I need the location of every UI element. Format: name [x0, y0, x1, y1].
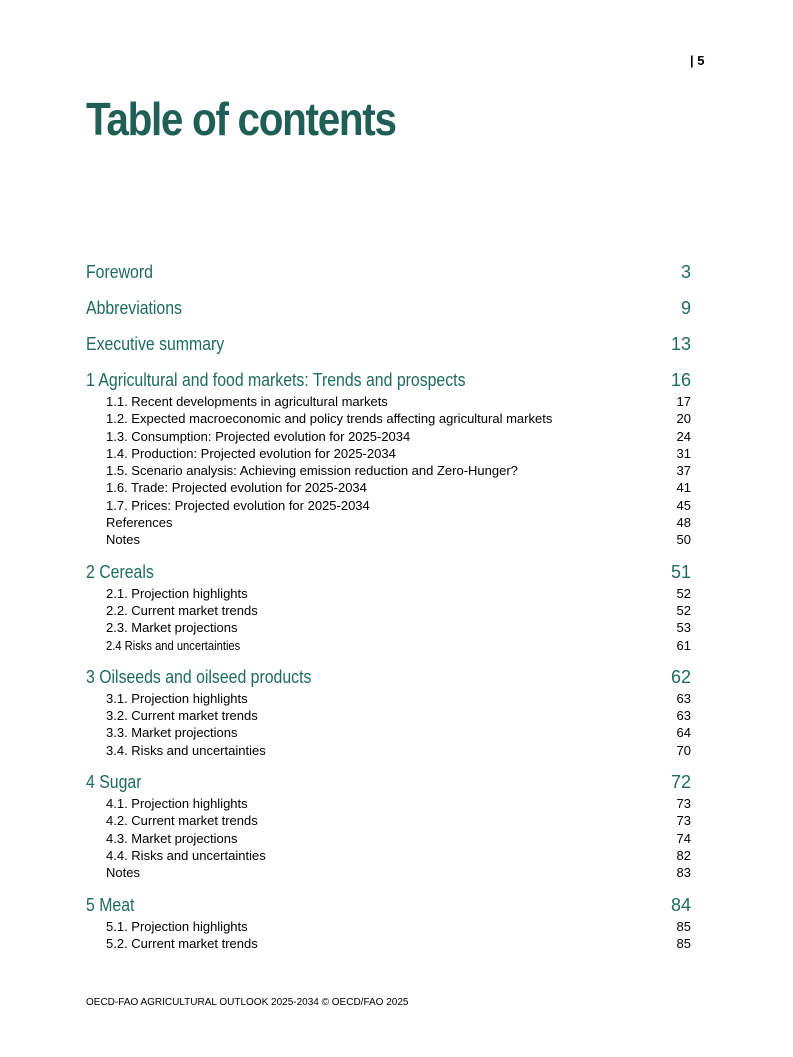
- chapter-title: 4 Sugar: [86, 772, 142, 793]
- toc-section[interactable]: [86, 865, 691, 882]
- toc-section[interactable]: [86, 743, 691, 760]
- toc-section[interactable]: [86, 532, 691, 549]
- section-title: 1.3. Consumption: Projected evolution for 2025-2034: [106, 428, 411, 444]
- section-title: 3.1. Projection highlights: [106, 690, 248, 706]
- chapter-title: 2 Cereals: [86, 561, 154, 582]
- table-of-contents: [86, 262, 691, 965]
- toc-section[interactable]: [86, 394, 691, 411]
- section-title: 4.4. Risks and uncertainties: [106, 847, 266, 863]
- toc-section[interactable]: [86, 586, 691, 603]
- section-page: 20: [676, 411, 691, 427]
- section-page: 17: [676, 394, 691, 409]
- chapter-page: 13: [670, 334, 691, 354]
- toc-entry-executive-summary[interactable]: [86, 334, 691, 358]
- section-title: Notes: [106, 532, 140, 548]
- chapter-page: 51: [670, 561, 691, 582]
- chapter-title: 3 Oilseeds and oilseed products: [86, 666, 312, 687]
- toc-section[interactable]: [86, 796, 691, 813]
- section-title: 1.7. Prices: Projected evolution for 2025-2034: [106, 497, 370, 513]
- section-page: 73: [676, 796, 691, 812]
- toc-section[interactable]: [86, 463, 691, 480]
- chapter-heading-1[interactable]: [86, 370, 691, 394]
- toc-chapter-5: [86, 895, 691, 954]
- section-page: 53: [676, 620, 691, 636]
- section-page: 52: [676, 585, 691, 601]
- chapter-heading-4[interactable]: [86, 772, 691, 796]
- section-title: 3.3. Market projections: [106, 725, 238, 741]
- toc-chapter-3: [86, 667, 691, 760]
- chapter-heading-5[interactable]: [86, 895, 691, 919]
- section-page: 45: [676, 497, 691, 513]
- chapter-page: 72: [670, 772, 691, 793]
- toc-section[interactable]: [86, 429, 691, 446]
- section-page: 73: [676, 813, 691, 829]
- toc-section[interactable]: [86, 480, 691, 497]
- toc-section[interactable]: [86, 498, 691, 515]
- section-page: 63: [676, 690, 691, 706]
- chapter-page: 9: [680, 298, 691, 318]
- section-title: 2.3. Market projections: [106, 620, 238, 636]
- section-title: 5.2. Current market trends: [106, 935, 258, 951]
- toc-section[interactable]: [86, 936, 691, 953]
- toc-chapter-4: [86, 772, 691, 882]
- chapter-title: 5 Meat: [86, 894, 135, 915]
- section-page: 85: [676, 918, 691, 934]
- section-title: 3.4. Risks and uncertainties: [106, 742, 266, 758]
- section-page: 82: [676, 847, 691, 863]
- chapter-page: 62: [670, 666, 691, 687]
- toc-section[interactable]: [86, 691, 691, 708]
- toc-chapter-1: [86, 370, 691, 550]
- section-title: 2.2. Current market trends: [106, 602, 258, 618]
- section-title: 4.3. Market projections: [106, 830, 238, 846]
- section-page: 31: [676, 445, 691, 461]
- toc-section[interactable]: [86, 603, 691, 620]
- section-title: 1.6. Trade: Projected evolution for 2025-2034: [106, 480, 367, 496]
- section-page: 24: [676, 428, 691, 444]
- toc-section[interactable]: [86, 813, 691, 830]
- page-footer: OECD-FAO AGRICULTURAL OUTLOOK 2025-2034 © OECD/FAO 2025: [86, 997, 409, 1008]
- section-title: 1.1. Recent developments in agricultural markets: [106, 394, 388, 409]
- section-title: 1.5. Scenario analysis: Achieving emission reduction and Zero-Hunger?: [106, 463, 518, 479]
- toc-section[interactable]: [86, 919, 691, 936]
- section-title: References: [106, 515, 173, 531]
- section-page: 74: [676, 830, 691, 846]
- toc-section[interactable]: [86, 725, 691, 742]
- section-page: 85: [676, 935, 691, 951]
- chapter-page: 84: [670, 894, 691, 915]
- section-title: 4.1. Projection highlights: [106, 796, 248, 812]
- toc-section[interactable]: [86, 411, 691, 428]
- section-title: 2.4 Risks and uncertainties: [106, 637, 241, 653]
- section-title: 3.2. Current market trends: [106, 708, 258, 724]
- toc-section[interactable]: [86, 638, 691, 655]
- chapter-title: 1 Agricultural and food markets: Trends and prospects: [86, 370, 466, 390]
- section-title: 1.4. Production: Projected evolution for 2025-2034: [106, 445, 396, 461]
- section-page: 61: [676, 637, 691, 653]
- toc-section[interactable]: [86, 708, 691, 725]
- section-page: 48: [676, 515, 691, 531]
- toc-entry-foreword[interactable]: [86, 262, 691, 286]
- toc-section[interactable]: [86, 848, 691, 865]
- toc-section[interactable]: [86, 446, 691, 463]
- section-title: Notes: [106, 865, 140, 881]
- toc-section[interactable]: [86, 831, 691, 848]
- chapter-title: Executive summary: [86, 334, 225, 354]
- page-title: Table of contents: [86, 93, 396, 145]
- chapter-heading-3[interactable]: [86, 667, 691, 691]
- section-title: 5.1. Projection highlights: [106, 918, 248, 934]
- section-page: 50: [676, 532, 691, 548]
- section-title: 1.2. Expected macroeconomic and policy trends affecting agricultural markets: [106, 411, 553, 427]
- section-page: 64: [676, 725, 691, 741]
- toc-section[interactable]: [86, 515, 691, 532]
- toc-chapter-2: [86, 562, 691, 655]
- section-page: 83: [676, 865, 691, 881]
- toc-entry-abbreviations[interactable]: [86, 298, 691, 322]
- section-page: 63: [676, 708, 691, 724]
- section-page: 70: [676, 742, 691, 758]
- chapter-title: Foreword: [86, 262, 153, 282]
- section-title: 2.1. Projection highlights: [106, 585, 248, 601]
- toc-section[interactable]: [86, 620, 691, 637]
- section-title: 4.2. Current market trends: [106, 813, 258, 829]
- chapter-page: 16: [670, 370, 691, 390]
- section-page: 41: [676, 480, 691, 496]
- chapter-heading-2[interactable]: [86, 562, 691, 586]
- chapter-title: Abbreviations: [86, 298, 182, 318]
- page-number: | 5: [690, 53, 705, 68]
- section-page: 52: [676, 602, 691, 618]
- chapter-page: 3: [680, 262, 691, 282]
- section-page: 37: [676, 463, 691, 479]
